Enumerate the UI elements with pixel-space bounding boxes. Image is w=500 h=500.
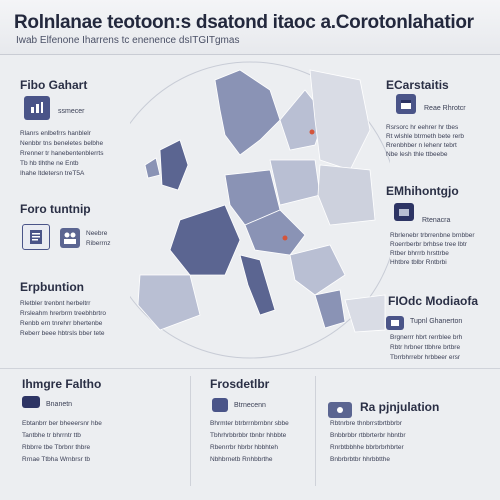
right-section2-title: EMhihontgjo (386, 184, 459, 198)
image-icon (328, 402, 352, 418)
left-section2-badge1: Neebre (86, 230, 108, 237)
bottom-divider (0, 368, 500, 369)
card-icon (386, 316, 404, 330)
left-section3-line2: Rrsleahm hrerbrm treebhbrtro (20, 310, 106, 317)
right-section1-line2: Rt wlshle btrmeth bete rerb (386, 133, 465, 140)
bottom-col2-line4: Nbhbrnetb Rnhbbrthe (210, 456, 273, 463)
bottom-col1-line2: Tantbhe tr bhrrntr ttb (22, 432, 81, 439)
chart-icon (24, 96, 50, 120)
europe-map (130, 60, 390, 360)
bottom-col2-line1: Bhrmter btrbrrnbrnbnr sbbe (210, 420, 289, 427)
right-section2-line3: Rtber bhrrrb hrsttrbe (390, 250, 449, 257)
bottom-col1-line1: Ebtanbrr ber bheeersnr hbe (22, 420, 102, 427)
right-section2-line4: Hhtbre tblbr Rntbrbi (390, 259, 447, 266)
bottom-col2-line3: Rbenrrbr hbrbr hbbhteh (210, 444, 278, 451)
map-region-scandinavia (215, 70, 280, 155)
bottom-col3-line2: Bnbbrbbr rtbbrterbr hbntbr (330, 432, 406, 439)
bottom-col3-line4: Bnbrbrbtbr hhrbbtthe (330, 456, 390, 463)
header-divider (0, 54, 500, 55)
people-icon (60, 228, 80, 248)
bottom-divider-1 (190, 376, 191, 486)
bottom-col3-line1: Rbtnrbre thnbrrstbrtbbrbr (330, 420, 402, 427)
right-section1-title: ECarstaitis (386, 78, 449, 92)
bottom-col2-line2: Tbhrhrbbrbbr tbnbr hhbbte (210, 432, 287, 439)
right-section3-title: FIOdc Modiaofa (388, 294, 478, 308)
right-section2-line1: Rbrlenebr trbrrenbne brnbber (390, 232, 475, 239)
calendar-icon (396, 94, 416, 114)
right-section3-badge: Tupnl Ghanerton (410, 318, 463, 325)
left-section1-title: Fibo Gahart (20, 78, 88, 92)
map-region-poland (270, 160, 320, 205)
map-region-ireland (145, 158, 160, 178)
map-marker-north (310, 130, 315, 135)
bottom-col3-title: Ra pjnjulation (360, 400, 440, 414)
map-region-russia (310, 70, 370, 170)
right-section3-line2: Rbtr hrbner ttbhre brtbre (390, 344, 461, 351)
right-section3-line1: Brgnerrr hbrt rerrblee brh (390, 334, 463, 341)
left-section1-line3: Rrenner tr hanebentenblerrts (20, 150, 104, 157)
left-section1-line4: Tb hb tlhthe ne Entb (20, 160, 79, 167)
map-region-greece (315, 290, 345, 328)
bottom-col2-title: Frosdetlbr (210, 377, 270, 391)
map-region-italy (240, 255, 275, 315)
europe-map-svg (130, 60, 390, 360)
left-section3-line3: Renbb ern tnrehrr bhertenbe (20, 320, 103, 327)
bottom-col1-badge: Bnanetn (46, 401, 73, 408)
map-region-iberia (138, 275, 200, 330)
right-section2-badge: Rtenacra (422, 217, 451, 224)
right-section1-badge: Reae Rhrotcr (424, 105, 466, 112)
left-section1-line2: Nenbbr tns beneletes belbhe (20, 140, 104, 147)
header-bar (0, 0, 500, 54)
map-region-turkey (345, 295, 385, 332)
left-section3-title: Erpbuntion (20, 280, 84, 294)
map-marker (283, 236, 288, 241)
right-section1-line3: Rrenbhber n lehenr tebrt (386, 142, 457, 149)
list-icon (212, 398, 228, 412)
left-section1-line1: Rlanrs enlbefrrs hanblelr (20, 130, 91, 137)
right-section3-line3: Tbrrbhrrebr hrbbeer ersr (390, 354, 461, 361)
bottom-divider-2 (315, 376, 316, 486)
map-region-france (170, 205, 240, 275)
right-section1-line4: Nbe lesh thle ttbeebe (386, 151, 448, 158)
left-section1-line5: Ihahe ltdetersn treT5A (20, 170, 85, 177)
bottom-col1-title: Ihmgre Faltho (22, 377, 102, 391)
page-title: Rolnlanae teotoon:s dsatond itaoc a.Corotonlahatior (14, 12, 474, 33)
right-section1-line1: Rsrsorc hr eehrer hr tbes (386, 124, 459, 131)
left-section3-line4: Reberr beee hbtrsls bber tete (20, 330, 105, 337)
bottom-col1-line4: Rrnae Ttbha Wrnbrsr tb (22, 456, 91, 463)
map-region-balkans (290, 245, 345, 295)
left-section2-title: Foro tuntnip (20, 202, 91, 216)
folder-icon (394, 203, 414, 221)
bottom-col2-badge: Btrnecenn (234, 402, 266, 409)
screen-icon (22, 396, 40, 408)
document-icon (22, 224, 50, 250)
right-section2-line2: Roerrberbr brhbse tree lbtr (390, 241, 467, 248)
left-section3-line1: Rletbler trenbnt herbeltrr (20, 300, 91, 307)
left-section2-badge2: Riberrnz (86, 240, 111, 247)
page-subtitle: Iwab Elfenone Iharrens tc enenence dsITGITgmas (16, 35, 240, 46)
map-region-uk (160, 140, 188, 190)
map-region-ukraine (318, 165, 375, 225)
bottom-col3-line3: Rnrbtbbhhe bbrbrbrhbrter (330, 444, 404, 451)
left-section1-badge: ssmecer (58, 108, 85, 115)
bottom-col1-line3: Rbbrre tbe Tbrbnr thbre (22, 444, 91, 451)
